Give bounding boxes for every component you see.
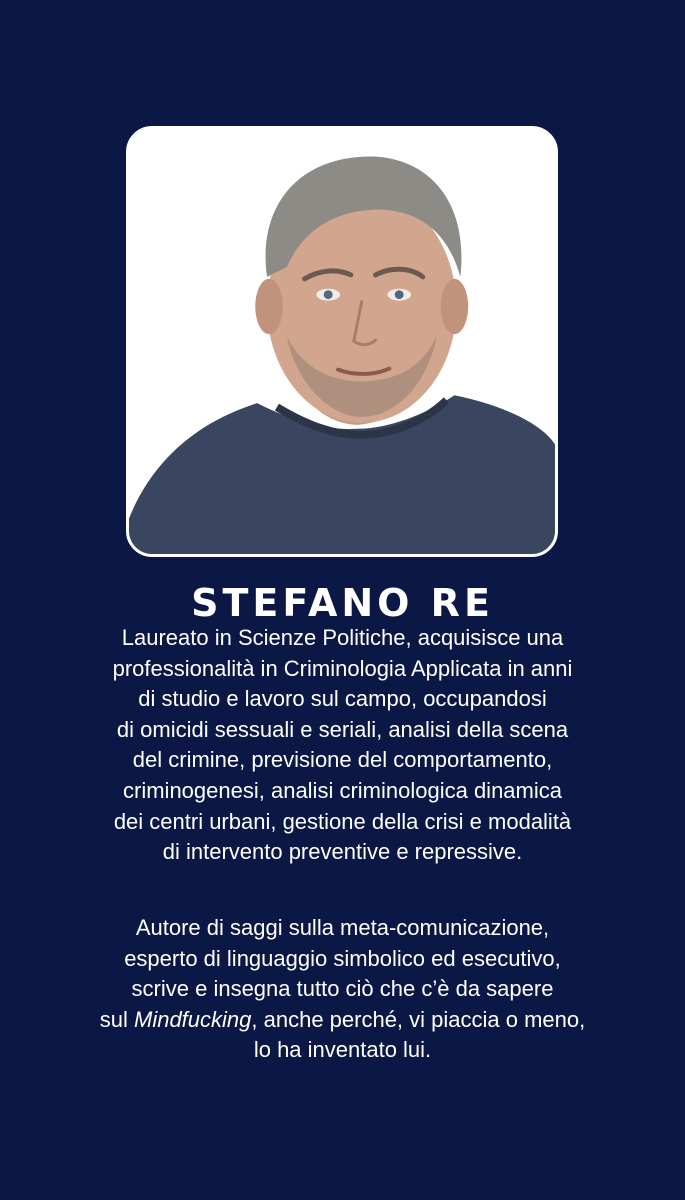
bio-line: [40, 1005, 645, 1036]
bio-line: di studio e lavoro sul campo, occupandosi: [138, 686, 547, 712]
bio-line: professionalità in Criminologia Applicata in anni: [112, 655, 573, 681]
bio-line: criminogenesi, analisi criminologica dinamica: [123, 777, 562, 803]
bio-text: sul: [99, 1006, 134, 1032]
bio-line: di intervento preventive e repressive.: [162, 839, 523, 865]
bio-line: Laureato in Scienze Politiche, acquisisce una: [121, 625, 564, 650]
bio-line: Autore di saggi sulla meta-comunicazione,: [135, 915, 550, 940]
author-portrait-image: [129, 129, 555, 554]
bio-paragraph-1: [40, 623, 645, 868]
author-photo: [126, 126, 558, 557]
bio-line: dei centri urbani, gestione della crisi e modalità: [113, 808, 572, 834]
bio-line: del crimine, previsione del comportamento,: [132, 747, 553, 773]
mindfucking-term: Mindfucking: [134, 1006, 252, 1032]
bio-text: , anche perché, vi piaccia o meno,: [251, 1006, 586, 1032]
author-name: STEFANO RE: [191, 581, 494, 625]
bio-line: esperto di linguaggio simbolico ed esecutivo,: [124, 945, 561, 971]
bio-line: lo ha inventato lui.: [253, 1037, 432, 1063]
bio-line: scrive e insegna tutto ciò che c’è da sapere: [131, 976, 554, 1002]
bio-paragraph-2: [40, 913, 645, 1066]
bio-line: di omicidi sessuali e seriali, analisi della scena: [116, 716, 569, 742]
